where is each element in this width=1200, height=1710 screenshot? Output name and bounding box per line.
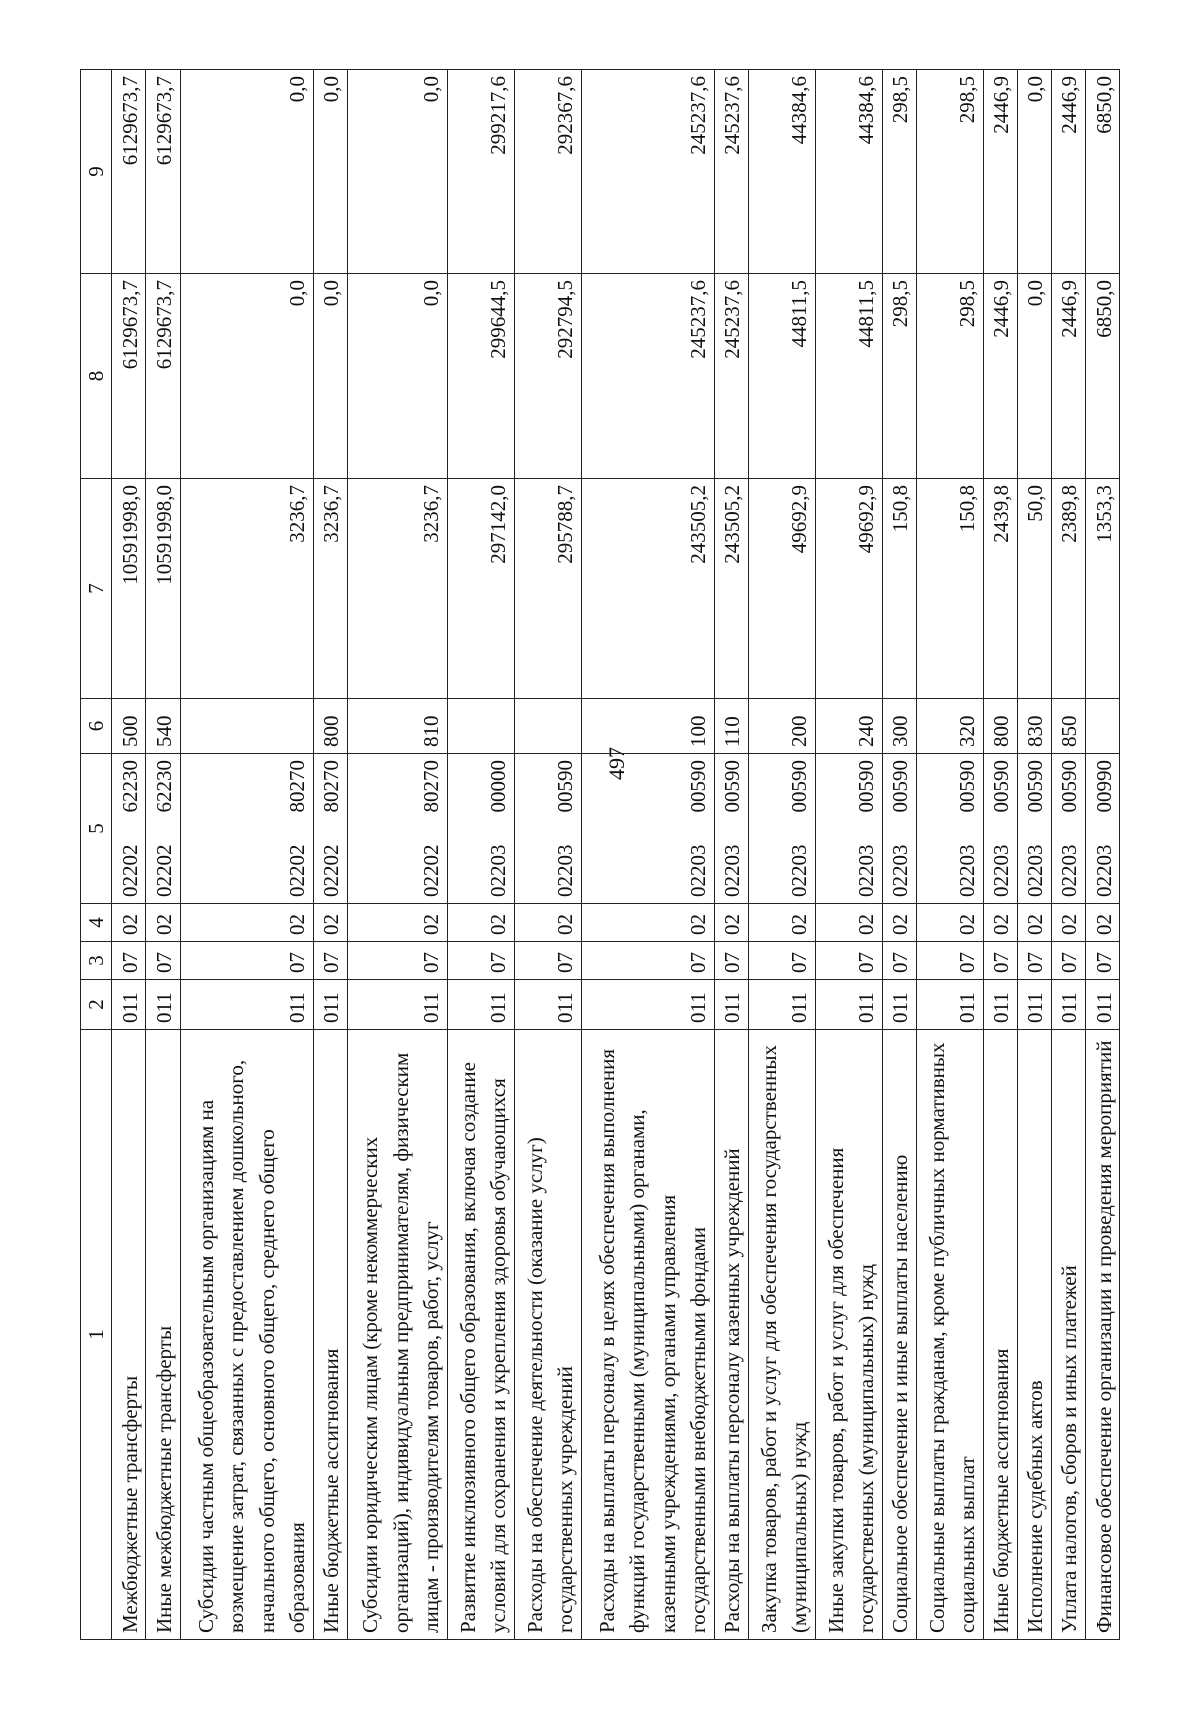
row-code-4-cell: 02 <box>313 904 347 942</box>
row-code-6-cell: 300 <box>882 699 916 754</box>
row-value-8-cell: 0,0 <box>1017 274 1051 479</box>
row-code-3-cell: 07 <box>916 942 983 980</box>
row-code-3-cell: 07 <box>1085 942 1119 980</box>
row-code-5-cell <box>146 754 180 904</box>
header-row <box>81 70 112 1640</box>
table-row <box>748 70 815 1640</box>
row-value-9-cell: 44384,6 <box>748 70 815 274</box>
row-code-3-cell: 07 <box>983 942 1017 980</box>
header-col-3: 3 <box>81 942 112 980</box>
row-code-5b: 00590 <box>989 760 1014 813</box>
row-code-5a: 02203 <box>787 844 812 897</box>
row-name-cell: Расходы на выплаты персоналу в целях обеспечения выполнения функций государственными (муниципальными) органами, казенными учреждениями, органами управления государственными внебюджетными фондами <box>581 1030 714 1640</box>
row-value-9-cell: 2446,9 <box>1051 70 1085 274</box>
row-value-7-cell: 1353,3 <box>1085 479 1119 699</box>
row-code-5a: 02203 <box>720 844 745 897</box>
table-row <box>1017 70 1051 1640</box>
row-code-4-cell: 02 <box>447 904 514 942</box>
row-code-5a: 02202 <box>285 844 310 897</box>
row-code-5a: 02203 <box>854 844 879 897</box>
row-value-8-cell: 298,5 <box>916 274 983 479</box>
page-number: 497 <box>604 747 629 780</box>
table-row <box>514 70 581 1640</box>
table-row <box>714 70 748 1640</box>
row-value-8-cell: 44811,5 <box>815 274 882 479</box>
row-code-4-cell: 02 <box>748 904 815 942</box>
row-code-6-cell: 800 <box>313 699 347 754</box>
header-col-6: 6 <box>81 699 112 754</box>
row-code-5-pair <box>416 760 446 897</box>
row-value-7-cell: 295788,7 <box>514 479 581 699</box>
row-code-5b: 80270 <box>319 760 344 813</box>
row-value-7-cell: 2439,8 <box>983 479 1017 699</box>
row-code-2-cell: 011 <box>748 980 815 1030</box>
row-value-8-cell: 2446,9 <box>983 274 1017 479</box>
row-code-2-cell: 011 <box>1051 980 1085 1030</box>
row-value-9-cell: 2446,9 <box>983 70 1017 274</box>
row-code-5-pair <box>986 760 1016 897</box>
header-col-4: 4 <box>81 904 112 942</box>
row-code-5-cell <box>1051 754 1085 904</box>
row-code-2-cell: 011 <box>146 980 180 1030</box>
row-value-9-cell: 292367,6 <box>514 70 581 274</box>
row-code-2-cell: 011 <box>581 980 714 1030</box>
row-code-5-cell <box>983 754 1017 904</box>
row-value-7-cell: 297142,0 <box>447 479 514 699</box>
row-code-3-cell: 07 <box>112 942 146 980</box>
row-value-8-cell: 44811,5 <box>748 274 815 479</box>
row-code-2-cell: 011 <box>180 980 313 1030</box>
row-code-6-cell: 100 <box>581 699 714 754</box>
row-code-6-cell <box>1085 699 1119 754</box>
row-code-5a: 02202 <box>419 844 444 897</box>
row-value-9-cell: 298,5 <box>882 70 916 274</box>
row-code-5-pair <box>1089 760 1119 897</box>
row-name-cell: Развитие инклюзивного общего образования, включая создание условий для сохранения и укрепления здоровья обучающихся <box>447 1030 514 1640</box>
row-code-5a: 02203 <box>989 844 1014 897</box>
row-value-8-cell: 6850,0 <box>1085 274 1119 479</box>
row-value-7-cell: 50,0 <box>1017 479 1051 699</box>
row-code-5-pair <box>885 760 915 897</box>
row-code-2-cell: 011 <box>882 980 916 1030</box>
row-code-2-cell: 011 <box>1085 980 1119 1030</box>
header-col-5: 5 <box>81 754 112 904</box>
row-code-2-cell: 011 <box>347 980 447 1030</box>
header-col-7: 7 <box>81 479 112 699</box>
row-code-5-pair <box>550 760 580 897</box>
row-code-4-cell: 02 <box>1017 904 1051 942</box>
row-value-9-cell: 0,0 <box>1017 70 1051 274</box>
row-value-9-cell: 298,5 <box>916 70 983 274</box>
row-value-8-cell: 0,0 <box>313 274 347 479</box>
row-code-3-cell: 07 <box>514 942 581 980</box>
row-value-8-cell: 6129673,7 <box>146 274 180 479</box>
header-col-2: 2 <box>81 980 112 1030</box>
row-name-cell: Иные бюджетные ассигнования <box>313 1030 347 1640</box>
row-code-5-pair <box>282 760 312 897</box>
row-code-5-cell <box>347 754 447 904</box>
row-code-5b: 80270 <box>419 760 444 813</box>
row-code-5-pair <box>851 760 881 897</box>
row-code-2-cell: 011 <box>447 980 514 1030</box>
row-value-9-cell: 299217,6 <box>447 70 514 274</box>
row-name-cell: Уплата налогов, сборов и иных платежей <box>1051 1030 1085 1640</box>
row-code-3-cell: 07 <box>714 942 748 980</box>
row-code-5a: 02202 <box>118 844 143 897</box>
row-code-5b: 00000 <box>486 760 511 813</box>
row-code-5-pair <box>1020 760 1050 897</box>
row-value-9-cell: 245237,6 <box>581 70 714 274</box>
row-code-2-cell: 011 <box>112 980 146 1030</box>
row-name-cell: Субсидии частным общеобразовательным организациям на возмещение затрат, связанных с предоставлением дошкольного, начального общего, основного общего, среднего общего образования <box>180 1030 313 1640</box>
row-code-5a: 02203 <box>888 844 913 897</box>
row-code-4-cell: 02 <box>347 904 447 942</box>
row-code-4-cell: 02 <box>983 904 1017 942</box>
row-value-7-cell: 150,8 <box>916 479 983 699</box>
row-code-4-cell: 02 <box>581 904 714 942</box>
row-code-4-cell: 02 <box>514 904 581 942</box>
table-row <box>916 70 983 1640</box>
row-code-2-cell: 011 <box>514 980 581 1030</box>
row-code-4-cell: 02 <box>1085 904 1119 942</box>
table-row <box>112 70 146 1640</box>
row-name-cell: Социальные выплаты гражданам, кроме публичных нормативных социальных выплат <box>916 1030 983 1640</box>
row-code-5-cell <box>1017 754 1051 904</box>
row-code-5a: 02203 <box>686 844 711 897</box>
row-code-6-cell <box>447 699 514 754</box>
row-code-5-pair <box>316 760 346 897</box>
row-code-5a: 02203 <box>1091 844 1116 897</box>
row-code-5a: 02203 <box>955 844 980 897</box>
row-value-7-cell: 49692,9 <box>815 479 882 699</box>
row-name-cell: Межбюджетные трансферты <box>112 1030 146 1640</box>
row-name-cell: Расходы на выплаты персоналу казенных учреждений <box>714 1030 748 1640</box>
row-code-5b: 00590 <box>720 760 745 813</box>
row-value-8-cell: 292794,5 <box>514 274 581 479</box>
row-code-5a: 02203 <box>486 844 511 897</box>
row-code-5b: 00590 <box>888 760 913 813</box>
table-row <box>581 70 714 1640</box>
row-code-5-cell <box>581 754 714 904</box>
row-code-3-cell: 07 <box>146 942 180 980</box>
row-code-6-cell: 540 <box>146 699 180 754</box>
row-code-4-cell: 02 <box>112 904 146 942</box>
row-code-5b: 00590 <box>854 760 879 813</box>
row-name-cell: Иные бюджетные ассигнования <box>983 1030 1017 1640</box>
row-code-5-cell <box>882 754 916 904</box>
row-code-3-cell: 07 <box>347 942 447 980</box>
row-code-5-cell <box>916 754 983 904</box>
row-value-7-cell: 49692,9 <box>748 479 815 699</box>
row-code-6-cell <box>514 699 581 754</box>
row-code-5b: 00590 <box>553 760 578 813</box>
row-name-cell: Иные закупки товаров, работ и услуг для обеспечения государственных (муниципальных) нужд <box>815 1030 882 1640</box>
row-code-5-pair <box>1054 760 1084 897</box>
row-code-3-cell: 07 <box>581 942 714 980</box>
row-code-4-cell: 02 <box>882 904 916 942</box>
row-code-2-cell: 011 <box>815 980 882 1030</box>
row-name-cell: Иные межбюджетные трансферты <box>146 1030 180 1640</box>
table-row <box>146 70 180 1640</box>
row-name-cell: Социальное обеспечение и иные выплаты населению <box>882 1030 916 1640</box>
row-code-5-pair <box>115 760 145 897</box>
row-value-9-cell: 0,0 <box>180 70 313 274</box>
row-code-5-pair <box>717 760 747 897</box>
row-code-3-cell: 07 <box>1051 942 1085 980</box>
row-code-3-cell: 07 <box>882 942 916 980</box>
row-name-cell: Финансовое обеспечение организации и проведения мероприятий <box>1085 1030 1119 1640</box>
row-code-5-cell <box>112 754 146 904</box>
row-code-4-cell: 02 <box>714 904 748 942</box>
row-code-5b: 62230 <box>118 760 143 813</box>
row-value-8-cell: 0,0 <box>347 274 447 479</box>
budget-table-container <box>80 70 1120 1640</box>
row-code-2-cell: 011 <box>714 980 748 1030</box>
row-code-6-cell: 200 <box>748 699 815 754</box>
row-code-3-cell: 07 <box>447 942 514 980</box>
row-code-4-cell: 02 <box>146 904 180 942</box>
row-code-5-pair <box>483 760 513 897</box>
row-value-7-cell: 10591998,0 <box>112 479 146 699</box>
row-code-3-cell: 07 <box>1017 942 1051 980</box>
row-code-2-cell: 011 <box>1017 980 1051 1030</box>
table-row <box>815 70 882 1640</box>
row-code-6-cell: 830 <box>1017 699 1051 754</box>
row-value-7-cell: 243505,2 <box>714 479 748 699</box>
row-code-5-cell <box>1085 754 1119 904</box>
row-value-7-cell: 3236,7 <box>313 479 347 699</box>
row-name-cell: Субсидии юридическим лицам (кроме некоммерческих организаций), индивидуальным предпринимателям, физическим лицам - производителям товаров, работ, услуг <box>347 1030 447 1640</box>
row-code-5b: 00590 <box>1057 760 1082 813</box>
row-value-7-cell: 150,8 <box>882 479 916 699</box>
row-code-5-pair <box>683 760 713 897</box>
table-row <box>347 70 447 1640</box>
row-code-5b: 80270 <box>285 760 310 813</box>
row-code-6-cell: 500 <box>112 699 146 754</box>
table-row <box>983 70 1017 1640</box>
row-code-5a: 02202 <box>152 844 177 897</box>
row-value-8-cell: 245237,6 <box>581 274 714 479</box>
row-value-7-cell: 2389,8 <box>1051 479 1085 699</box>
row-value-8-cell: 6129673,7 <box>112 274 146 479</box>
row-code-2-cell: 011 <box>313 980 347 1030</box>
row-code-3-cell: 07 <box>748 942 815 980</box>
row-code-4-cell: 02 <box>916 904 983 942</box>
row-code-4-cell: 02 <box>815 904 882 942</box>
row-value-9-cell: 6850,0 <box>1085 70 1119 274</box>
row-code-6-cell: 240 <box>815 699 882 754</box>
row-code-5-cell <box>180 754 313 904</box>
row-value-9-cell: 0,0 <box>313 70 347 274</box>
row-code-5a: 02203 <box>553 844 578 897</box>
header-col-8: 8 <box>81 274 112 479</box>
row-value-9-cell: 6129673,7 <box>146 70 180 274</box>
row-code-4-cell: 02 <box>180 904 313 942</box>
header-col-9: 9 <box>81 70 112 274</box>
row-code-5b: 00590 <box>787 760 812 813</box>
row-code-5-pair <box>784 760 814 897</box>
row-value-8-cell: 245237,6 <box>714 274 748 479</box>
row-code-3-cell: 07 <box>313 942 347 980</box>
row-value-7-cell: 243505,2 <box>581 479 714 699</box>
row-code-6-cell: 810 <box>347 699 447 754</box>
row-code-3-cell: 07 <box>180 942 313 980</box>
row-code-5b: 00990 <box>1091 760 1116 813</box>
table-row <box>180 70 313 1640</box>
row-code-3-cell: 07 <box>815 942 882 980</box>
row-code-5-cell <box>514 754 581 904</box>
row-code-5b: 62230 <box>152 760 177 813</box>
row-name-cell: Расходы на обеспечение деятельности (оказание услуг) государственных учреждений <box>514 1030 581 1640</box>
table-row <box>447 70 514 1640</box>
row-code-5a: 02203 <box>1023 844 1048 897</box>
row-code-5b: 00590 <box>686 760 711 813</box>
table-body <box>112 70 1120 1640</box>
table-row <box>1051 70 1085 1640</box>
budget-table <box>80 69 1120 1640</box>
row-code-5-cell <box>313 754 347 904</box>
table-row <box>882 70 916 1640</box>
row-code-5b: 00590 <box>955 760 980 813</box>
row-code-6-cell: 850 <box>1051 699 1085 754</box>
row-code-5-pair <box>149 760 179 897</box>
row-code-5-cell <box>748 754 815 904</box>
row-code-5a: 02202 <box>319 844 344 897</box>
row-value-7-cell: 10591998,0 <box>146 479 180 699</box>
row-value-8-cell: 299644,5 <box>447 274 514 479</box>
row-code-4-cell: 02 <box>1051 904 1085 942</box>
row-value-9-cell: 44384,6 <box>815 70 882 274</box>
row-code-5-pair <box>952 760 982 897</box>
row-value-9-cell: 0,0 <box>347 70 447 274</box>
row-value-8-cell: 2446,9 <box>1051 274 1085 479</box>
row-value-8-cell: 0,0 <box>180 274 313 479</box>
row-value-9-cell: 6129673,7 <box>112 70 146 274</box>
row-code-5-cell <box>714 754 748 904</box>
table-row <box>313 70 347 1640</box>
header-col-1: 1 <box>81 1030 112 1640</box>
row-code-6-cell <box>180 699 313 754</box>
table-row <box>1085 70 1119 1640</box>
row-value-7-cell: 3236,7 <box>180 479 313 699</box>
row-value-9-cell: 245237,6 <box>714 70 748 274</box>
row-value-7-cell: 3236,7 <box>347 479 447 699</box>
row-code-5b: 00590 <box>1023 760 1048 813</box>
row-code-6-cell: 800 <box>983 699 1017 754</box>
row-code-2-cell: 011 <box>983 980 1017 1030</box>
row-code-6-cell: 110 <box>714 699 748 754</box>
row-code-6-cell: 320 <box>916 699 983 754</box>
row-code-5a: 02203 <box>1057 844 1082 897</box>
row-name-cell: Закупка товаров, работ и услуг для обеспечения государственных (муниципальных) нужд <box>748 1030 815 1640</box>
row-code-2-cell: 011 <box>916 980 983 1030</box>
row-name-cell: Исполнение судебных актов <box>1017 1030 1051 1640</box>
row-value-8-cell: 298,5 <box>882 274 916 479</box>
row-code-5-cell <box>815 754 882 904</box>
row-code-5-cell <box>447 754 514 904</box>
